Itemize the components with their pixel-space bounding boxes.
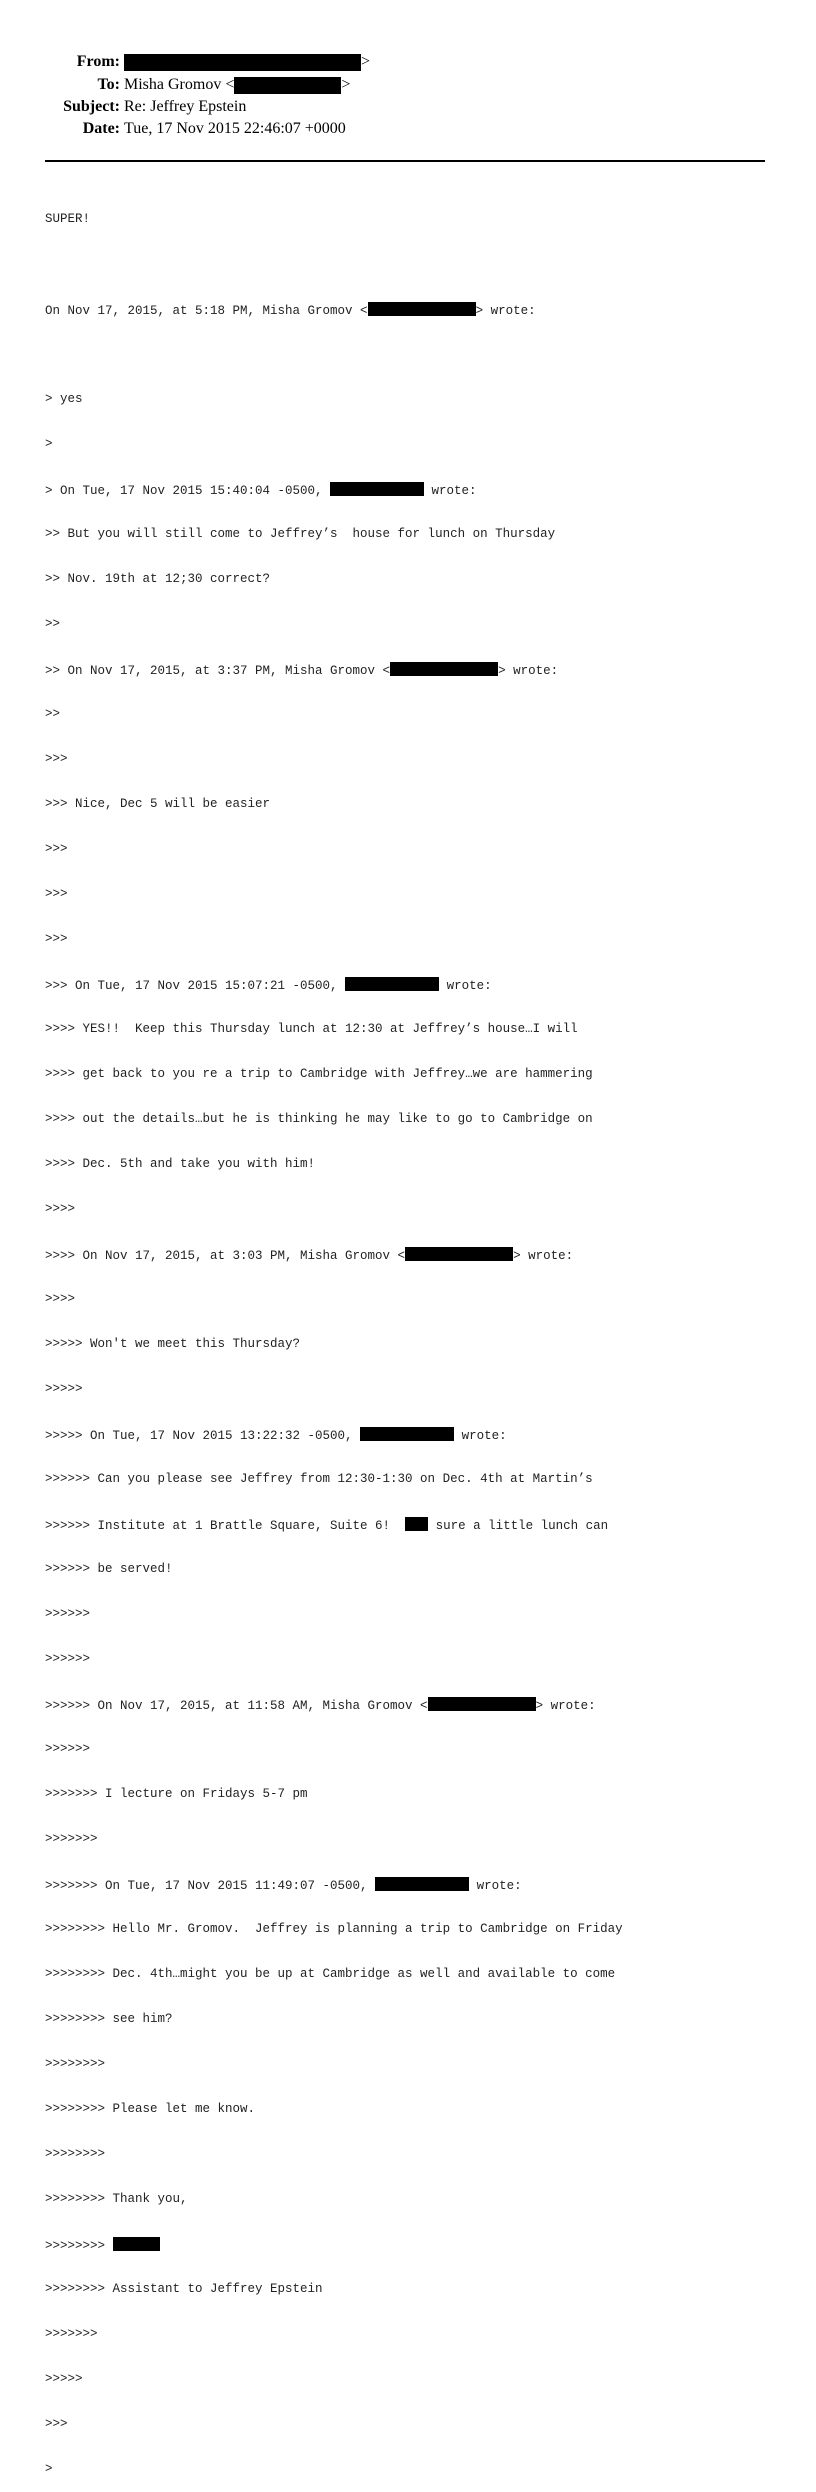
redaction-block (405, 1247, 513, 1261)
redaction-block (360, 1427, 454, 1441)
body-line: >> (45, 617, 61, 631)
body-line: >>>>>> (45, 1652, 91, 1666)
body-line: >>>>>> be served! (45, 1562, 173, 1576)
body-line: >>>>> Won't we meet this Thursday? (45, 1337, 301, 1351)
body-line: >>>> out the details…but he is thinking he may like to go to Cambridge on (45, 1112, 593, 1126)
from-row (0, 51, 816, 73)
body-line: >>> (45, 932, 68, 946)
body-line: >>>>>>> I lecture on Fridays 5-7 pm (45, 1787, 308, 1801)
redaction-block (113, 2237, 160, 2251)
body-line: >>>>>>>> (45, 2057, 106, 2071)
body-line: >> Nov. 19th at 12;30 correct? (45, 572, 271, 586)
body-line: >>>>>>>> Dec. 4th…might you be up at Cambridge as well and available to come (45, 1967, 616, 1981)
body-line: >>>>>>>> Hello Mr. Gromov. Jeffrey is planning a trip to Cambridge on Friday (45, 1922, 623, 1936)
body-line: >>> (45, 752, 68, 766)
body-line: >> (45, 707, 61, 721)
body-line: >>>>>>>> Please let me know. (45, 2102, 256, 2116)
date-row (0, 118, 816, 140)
body-line: >>>>>> (45, 1607, 91, 1621)
redaction-block (428, 1697, 536, 1711)
body-line: >>>>>>>> (45, 2147, 106, 2161)
body-line: SUPER! (45, 212, 91, 226)
blank-line (45, 257, 775, 272)
body-line: >>>> Dec. 5th and take you with him! (45, 1157, 316, 1171)
body-line: >>>>> (45, 2372, 83, 2386)
date-value: Tue, 17 Nov 2015 22:46:07 +0000 (124, 120, 346, 137)
subject-row (0, 96, 816, 118)
body-line: >>>> get back to you re a trip to Cambridge with Jeffrey…we are hammering (45, 1067, 593, 1081)
redaction-block (375, 1877, 469, 1891)
redaction-block (234, 77, 341, 94)
body-line: >>> (45, 842, 68, 856)
redaction-block (345, 977, 439, 991)
body-line: >>>>> (45, 1382, 83, 1396)
body-line: >>> (45, 887, 68, 901)
body-line: >>>>>>>> see him? (45, 2012, 173, 2026)
body-line: >>>>>>> On Tue, 17 Nov 2015 11:49:07 -0500, wrote: (45, 1879, 522, 1893)
body-line: >>> On Tue, 17 Nov 2015 15:07:21 -0500, wrote: (45, 979, 492, 993)
subject-value: Re: Jeffrey Epstein (124, 98, 247, 115)
body-line: >>>> YES!! Keep this Thursday lunch at 12:30 at Jeffrey’s house…I will (45, 1022, 578, 1036)
body-line: > (45, 437, 53, 451)
body-line: >>>>> On Tue, 17 Nov 2015 13:22:32 -0500, wrote: (45, 1429, 507, 1443)
body-line: >>>>>>>> Assistant to Jeffrey Epstein (45, 2282, 323, 2296)
body-line: >>>>>>> (45, 2327, 98, 2341)
body-line: >>>> On Nov 17, 2015, at 3:03 PM, Misha Gromov < > wrote: (45, 1249, 574, 1263)
redaction-block (390, 662, 498, 676)
redaction-block (405, 1517, 428, 1531)
body-line: > On Tue, 17 Nov 2015 15:40:04 -0500, wrote: (45, 484, 477, 498)
subject-label: Subject: (63, 98, 120, 115)
body-line: >>>> (45, 1292, 76, 1306)
body-line: >>> Nice, Dec 5 will be easier (45, 797, 271, 811)
body-line: >> But you will still come to Jeffrey’s house for lunch on Thursday (45, 527, 556, 541)
to-label: To: (97, 76, 120, 93)
redaction-block (330, 482, 424, 496)
body-line: >>>>>>> (45, 1832, 98, 1846)
body-line: >> On Nov 17, 2015, at 3:37 PM, Misha Gromov < > wrote: (45, 664, 559, 678)
body-line: >>>>>> On Nov 17, 2015, at 11:58 AM, Misha Gromov < > wrote: (45, 1699, 596, 1713)
blank-line (45, 347, 775, 362)
from-value: > (124, 51, 370, 73)
redaction-block (368, 302, 476, 316)
from-label: From: (76, 53, 120, 70)
to-value: Misha Gromov < > (124, 76, 351, 93)
body-line: >>>>>>>> Thank you, (45, 2192, 188, 2206)
body-line: On Nov 17, 2015, at 5:18 PM, Misha Gromov < > wrote: (45, 304, 536, 318)
body-line: >>>>>> Can you please see Jeffrey from 12:30-1:30 on Dec. 4th at Martin’s (45, 1472, 593, 1486)
body-line: >>>> (45, 1202, 76, 1216)
body-line: > (45, 2462, 53, 2476)
date-label: Date: (82, 120, 120, 137)
body-line: >>> (45, 2417, 68, 2431)
header-divider (45, 160, 765, 162)
redaction-block (124, 54, 361, 71)
body-line: >>>>>>>> (45, 2237, 775, 2252)
body-line: >>>>>> Institute at 1 Brattle Square, Suite 6! sure a little lunch can (45, 1519, 609, 1533)
to-row (0, 74, 816, 96)
email-body (45, 182, 775, 2492)
body-line: >>>>>> (45, 1742, 91, 1756)
body-line: > yes (45, 392, 83, 406)
